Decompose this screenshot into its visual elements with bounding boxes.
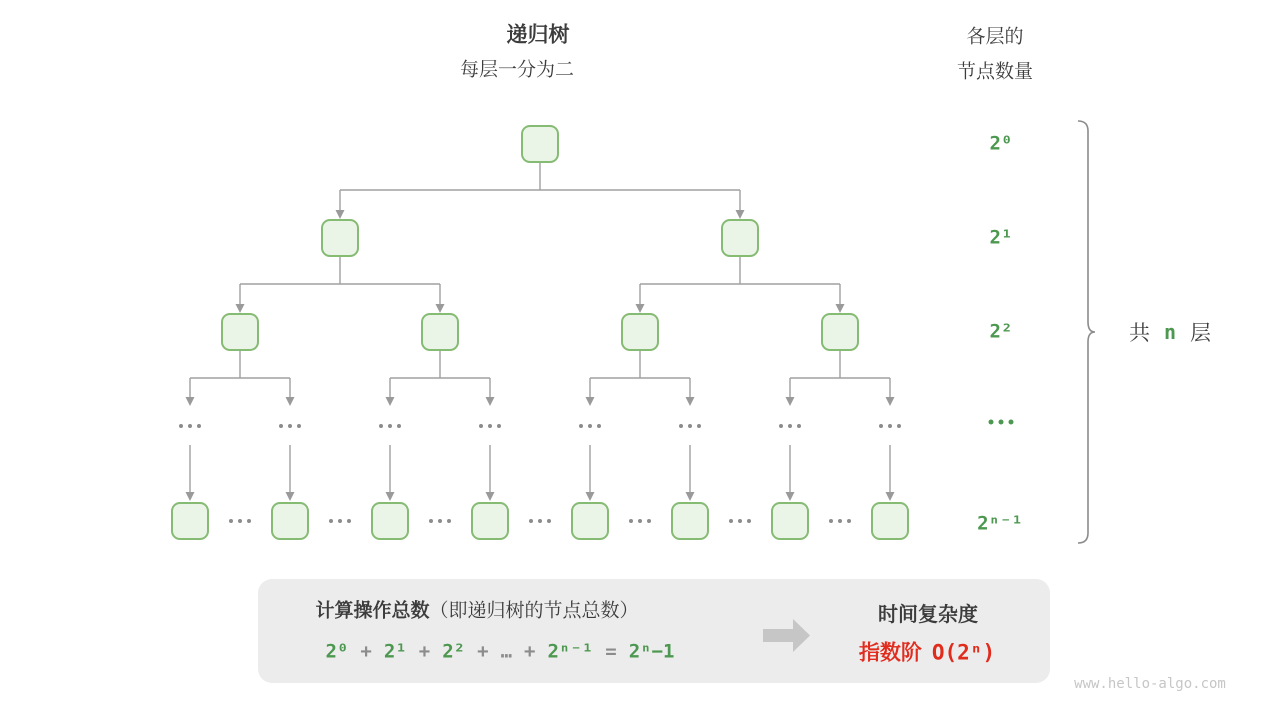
tree-node-root <box>521 125 559 163</box>
ellipsis-icon <box>479 424 501 428</box>
ellipsis-icon <box>429 519 451 523</box>
tree-node <box>221 313 259 351</box>
tree-node-leaf <box>171 502 209 540</box>
level-count-label-2: 2² <box>989 320 1013 343</box>
tree-node <box>621 313 659 351</box>
ellipsis-icon <box>579 424 601 428</box>
arrowhead-icon <box>486 397 495 406</box>
formula-term: 2⁰ <box>325 640 349 663</box>
arrowhead-icon <box>186 492 195 501</box>
ellipsis-icon <box>179 424 201 428</box>
arrowhead-icon <box>886 397 895 406</box>
right-header-line2: 节点数量 <box>956 61 1034 83</box>
arrowhead-icon <box>736 210 745 219</box>
formula-result: 2ⁿ−1 <box>628 640 675 663</box>
tree-node-leaf <box>771 502 809 540</box>
tree-node-leaf <box>371 502 409 540</box>
ellipsis-icon <box>879 424 901 428</box>
arrowhead-icon <box>236 304 245 313</box>
formula-operator: + <box>524 640 536 663</box>
total-levels-n: n <box>1163 320 1177 344</box>
right-arrow-icon <box>763 619 810 652</box>
ellipsis-icon <box>279 424 301 428</box>
arrowhead-icon <box>686 397 695 406</box>
ellipsis-icon <box>829 519 851 523</box>
ellipsis-icon <box>379 424 401 428</box>
arrowhead-icon <box>186 397 195 406</box>
ellipsis-icon <box>329 519 351 523</box>
ellipsis-icon <box>679 424 701 428</box>
formula-operator: + <box>477 640 489 663</box>
formula-term: 2² <box>442 640 466 663</box>
level-count-label-1: 2¹ <box>989 226 1013 249</box>
level-count-label-n: 2ⁿ⁻¹ <box>977 512 1023 535</box>
arrowhead-icon <box>786 492 795 501</box>
arrowhead-icon <box>386 397 395 406</box>
arrowhead-icon <box>836 304 845 313</box>
operations-title-bold: 计算操作总数 <box>315 600 430 622</box>
formula-operator: + <box>360 640 372 663</box>
formula-equals: = <box>605 640 617 663</box>
complexity-prefix: 指数阶 <box>858 641 922 665</box>
tree-node <box>821 313 859 351</box>
tree-node-leaf <box>571 502 609 540</box>
ellipsis-icon <box>529 519 551 523</box>
diagram-title: 递归树 <box>506 23 570 47</box>
complexity-bigO: O(2ⁿ) <box>931 640 996 665</box>
ellipsis-icon <box>779 424 801 428</box>
operations-title-normal: （即递归树的节点总数） <box>429 600 639 622</box>
formula-term: 2ⁿ⁻¹ <box>547 640 594 663</box>
diagram-subtitle: 每层一分为二 <box>459 59 575 81</box>
ellipsis-icon <box>229 519 251 523</box>
arrowhead-icon <box>886 492 895 501</box>
complexity-title: 时间复杂度 <box>878 604 978 626</box>
total-levels-prefix: 共 <box>1128 322 1150 345</box>
tree-node <box>321 219 359 257</box>
tree-node-leaf <box>871 502 909 540</box>
ellipsis-icon <box>729 519 751 523</box>
arrowhead-icon <box>586 492 595 501</box>
tree-node-leaf <box>671 502 709 540</box>
arrowhead-icon <box>286 397 295 406</box>
tree-node-leaf <box>271 502 309 540</box>
tree-node <box>421 313 459 351</box>
arrowhead-icon <box>486 492 495 501</box>
right-header-line1: 各层的 <box>966 26 1024 48</box>
tree-node-leaf <box>471 502 509 540</box>
arrowhead-icon <box>586 397 595 406</box>
level-count-label-0: 2⁰ <box>989 132 1013 155</box>
ellipsis-icon <box>989 420 1014 425</box>
operations-formula <box>325 640 675 663</box>
watermark: www.hello-algo.com <box>1074 676 1226 692</box>
complexity-value <box>858 640 996 665</box>
arrowhead-icon <box>686 492 695 501</box>
formula-term: 2¹ <box>383 640 407 663</box>
formula-operator: + <box>418 640 431 663</box>
arrowhead-icon <box>786 397 795 406</box>
total-levels-suffix: 层 <box>1190 322 1212 345</box>
arrowhead-icon <box>436 304 445 313</box>
total-levels-label <box>1129 317 1211 347</box>
arrowhead-icon <box>386 492 395 501</box>
ellipsis-icon <box>629 519 651 523</box>
operations-title <box>315 602 638 621</box>
arrowhead-icon <box>286 492 295 501</box>
formula-ellipsis: … <box>500 640 513 663</box>
arrowhead-icon <box>336 210 345 219</box>
brace-icon <box>1078 121 1095 543</box>
tree-node <box>721 219 759 257</box>
arrowhead-icon <box>636 304 645 313</box>
